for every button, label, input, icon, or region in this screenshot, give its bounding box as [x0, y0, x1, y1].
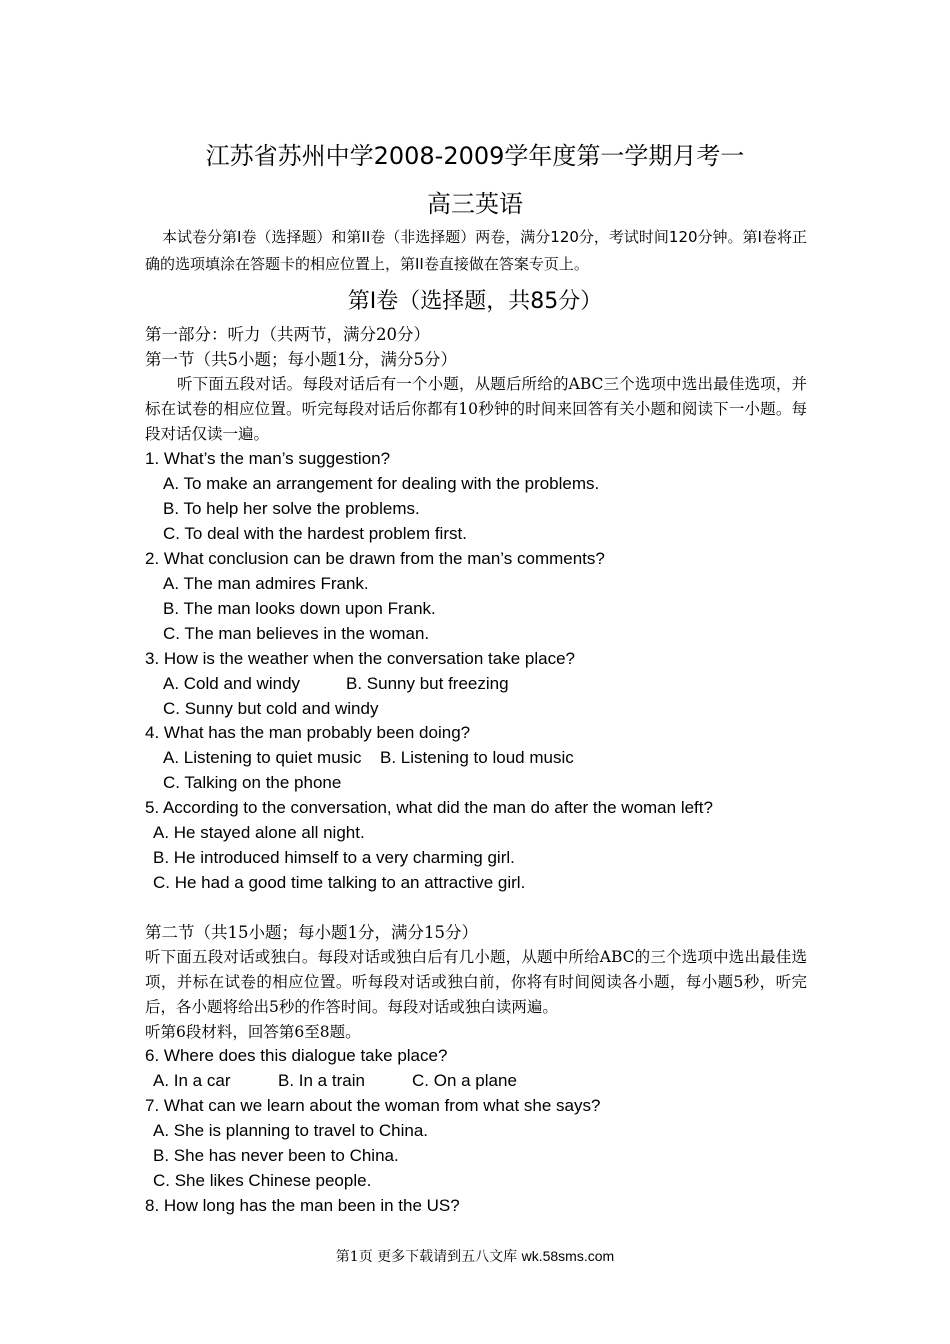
question-3-option-b: B. Sunny but freezing [346, 674, 509, 693]
part-title: 第一部分：听力（共两节，满分20分） [145, 325, 430, 344]
question-1-option-c: C. To deal with the hardest problem first. [163, 524, 467, 543]
question-7-option-a: A. She is planning to travel to China. [153, 1121, 428, 1140]
footer-page-label: 第1页 更多下载请到五八文库 [335, 1249, 518, 1265]
question-4-stem: 4. What has the man probably been doing? [145, 723, 471, 742]
question-3-option-a: A. Cold and windy [163, 674, 301, 693]
question-2-option-a: A. The man admires Frank. [163, 574, 369, 593]
question-7-option-c: C. She likes Chinese people. [153, 1171, 372, 1190]
question-6-stem: 6. Where does this dialogue take place? [145, 1046, 448, 1065]
question-1-option-b: B. To help her solve the problems. [163, 499, 420, 518]
question-6-option-c: C. On a plane [412, 1071, 517, 1090]
footer-site-link[interactable]: wk.58sms.com [521, 1248, 615, 1264]
sub-section-2-title: 第二节（共15小题；每小题1分，满分15分） [145, 923, 478, 942]
question-5-stem: 5. According to the conversation, what did the man do after the woman left? [145, 798, 713, 817]
question-4-option-c: C. Talking on the phone [163, 773, 342, 792]
exam-title: 江苏省苏州中学2008-2009学年度第一学期月考一 [205, 142, 745, 170]
question-1-stem: 1. What’s the man’s suggestion? [145, 449, 391, 468]
question-5-option-a: A. He stayed alone all night. [153, 823, 365, 842]
question-2-option-c: C. The man believes in the woman. [163, 624, 430, 643]
material-note: 听第6段材料，回答第6至8题。 [145, 1023, 361, 1041]
question-4-option-a: A. Listening to quiet music [163, 748, 362, 767]
exam-subtitle: 高三英语 [427, 190, 523, 218]
section-heading: 第Ⅰ卷（选择题，共85分） [347, 289, 603, 314]
exam-intro: 本试卷分第Ⅰ卷（选择题）和第II卷（非选择题）两卷，满分120分，考试时间120分钟。第Ⅰ卷将正确的选项填涂在答题卡的相应位置上，第II卷直接做在答案专页上。 [145, 228, 807, 273]
question-1-option-a: A. To make an arrangement for dealing with the problems. [163, 474, 600, 493]
question-2-stem: 2. What conclusion can be drawn from the man’s comments? [145, 549, 605, 568]
page-footer [0, 1246, 950, 1266]
question-3-option-c: C. Sunny but cold and windy [163, 699, 379, 718]
question-8-stem: 8. How long has the man been in the US? [145, 1196, 460, 1215]
question-7-stem: 7. What can we learn about the woman from what she says? [145, 1096, 601, 1115]
section2-instructions: 听下面五段对话或独白。每段对话或独白后有几小题，从题中所给ABC的三个选项中选出最佳选项，并标在试卷的相应位置。听每段对话或独白前，你将有时间阅读各小题，每小题5秒，听完后，各小题将给出5秒的作答时间。每段对话或独白读两遍。 [145, 948, 807, 1016]
question-5-option-b: B. He introduced himself to a very charming girl. [153, 848, 515, 867]
question-5-option-c: C. He had a good time talking to an attractive girl. [153, 873, 526, 892]
sub-section-title: 第一节（共5小题；每小题1分，满分5分） [145, 350, 457, 369]
question-2-option-b: B. The man looks down upon Frank. [163, 599, 436, 618]
section1-instructions: 听下面五段对话。每段对话后有一个小题，从题后所给的ABC三个选项中选出最佳选项，并标在试卷的相应位置。听完每段对话后你都有10秒钟的时间来回答有关小题和阅读下一小题。每段对话仅读一遍。 [145, 375, 807, 443]
question-6-option-b: B. In a train [278, 1071, 365, 1090]
question-7-option-b: B. She has never been to China. [153, 1146, 399, 1165]
question-4-option-b: B. Listening to loud music [380, 748, 574, 767]
question-3-stem: 3. How is the weather when the conversation take place? [145, 649, 575, 668]
question-6-option-a: A. In a car [153, 1071, 231, 1090]
